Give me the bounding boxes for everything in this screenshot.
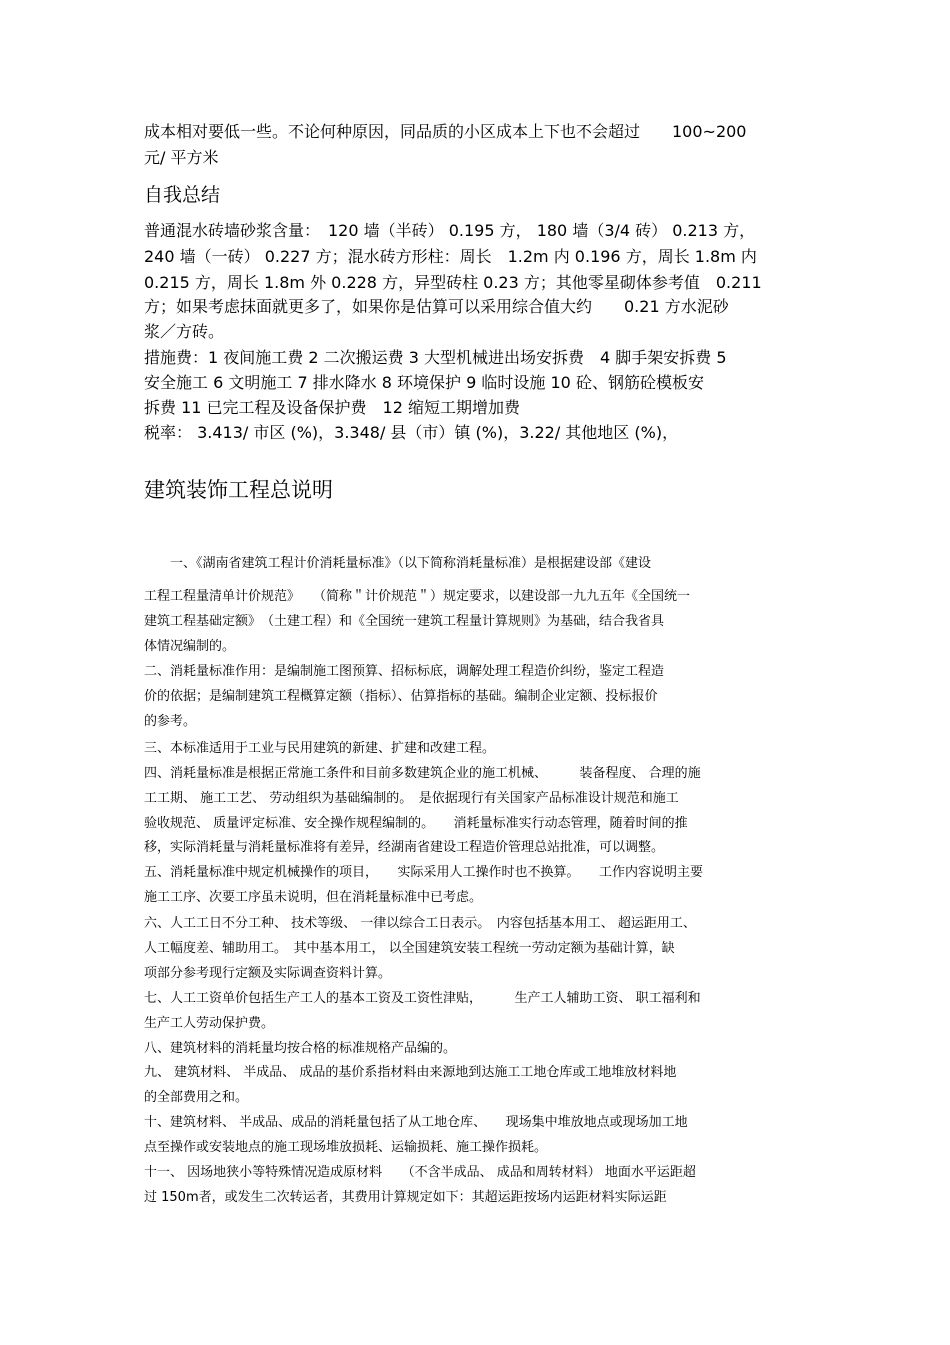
notes-line: 过 150m者，或发生二次转运者，其费用计算规定如下：其超运距按场内运距材料实际运距 [144,1190,667,1205]
notes-line: 移，实际消耗量与消耗量标准将有差异，经湖南省建设工程造价管理总站批准，可以调整。 [144,840,665,855]
notes-line: 工程工程量清单计价规范》 （简称＂计价规范＂）规定要求，以建设部一九九五年《全国统一 [144,589,691,604]
notes-line: 一、《湖南省建筑工程计价消耗量标准》（以下简称消耗量标准）是根据建设部《建设 [144,556,652,571]
notes-line: 五、消耗量标准中规定机械操作的项目， 实际采用人工操作时也不换算。 工作内容说明主要 [144,865,704,880]
notes-line: 的全部费用之和。 [144,1090,249,1105]
tax-rate-line: 税率： 3.413/ 市区 (%)，3.348/ 县（市）镇 (%)，3.22/ 其他地区 (%)， [144,423,679,442]
measures-line: 安全施工 6 文明施工 7 排水降水 8 环境保护 9 临时设施 10 砼、钢筋砼模板安 [144,373,704,392]
self-summary-heading: 自我总结 [144,184,221,206]
notes-line: 二、消耗量标准作用：是编制施工图预算、招标标底，调解处理工程造价纠纷，鉴定工程造 [144,664,665,679]
measures-line: 措施费：1 夜间施工费 2 二次搬运费 3 大型机械进出场安拆费 4 脚手架安拆费 5 [144,348,727,367]
notes-line: 体情况编制的。 [144,639,236,654]
notes-line: 项部分参考现行定额及实际调查资料计算。 [144,966,392,981]
notes-line: 验收规范、 质量评定标准、安全操作规程编制的。 消耗量标准实行动态管理，随着时间的推 [144,816,688,831]
general-notes-heading: 建筑装饰工程总说明 [144,478,333,502]
measures-line: 拆费 11 已完工程及设备保护费 12 缩短工期增加费 [144,398,520,417]
intro-line: 成本相对要低一些。不论何种原因，同品质的小区成本上下也不会超过 100~200 [144,122,747,141]
mortar-line: 普通混水砖墙砂浆含量： 120 墙（半砖） 0.195 方， 180 墙（3/4 砖） 0.213 方， [144,221,756,240]
notes-line: 价的依据；是编制建筑工程概算定额（指标）、估算指标的基础。编制企业定额、投标报价 [144,689,658,704]
notes-line: 的参考。 [144,714,197,729]
notes-line: 八、建筑材料的消耗量均按合格的标准规格产品编的。 [144,1041,457,1056]
mortar-line: 240 墙（一砖） 0.227 方；混水砖方形柱：周长 1.2m 内 0.196 方，周长 1.8m 内 [144,247,757,266]
mortar-line: 方；如果考虑抹面就更多了，如果你是估算可以采用综合值大约 0.21 方水泥砂 [144,297,729,316]
notes-line: 九、 建筑材料、 半成品、 成品的基价系指材料由来源地到达施工工地仓库或工地堆放材料地 [144,1065,677,1080]
notes-line: 工工期、 施工工艺、 劳动组织为基础编制的。 是依据现行有关国家产品标准设计规范和施工 [144,791,679,806]
notes-line: 四、消耗量标准是根据正常施工条件和目前多数建筑企业的施工机械、 装备程度、 合理的施 [144,766,701,781]
notes-line: 施工工序、次要工序虽未说明，但在消耗量标准中已考虑。 [144,890,483,905]
notes-line: 十、建筑材料、 半成品、成品的消耗量包括了从工地仓库、 现场集中堆放地点或现场加工地 [144,1115,688,1130]
intro-line: 元/ 平方米 [144,148,219,167]
notes-line: 建筑工程基础定额》 （土建工程）和《全国统一建筑工程量计算规则》为基础，结合我省具 [144,614,665,629]
mortar-line: 浆／方砖。 [144,322,225,341]
notes-line: 三、本标准适用于工业与民用建筑的新建、扩建和改建工程。 [144,741,496,756]
mortar-line: 0.215 方，周长 1.8m 外 0.228 方，异型砖柱 0.23 方；其他零星砌体参考值 0.211 [144,273,762,292]
notes-line: 十一、 因场地狭小等特殊情况造成原材料 （不含半成品、 成品和周转材料） 地面水平运距超 [144,1165,696,1180]
notes-line: 点至操作或安装地点的施工现场堆放损耗、运输损耗、施工操作损耗。 [144,1140,548,1155]
notes-line: 生产工人劳动保护费。 [144,1016,275,1031]
notes-line: 六、人工工日不分工种、 技术等级、 一律以综合工日表示。 内容包括基本用工、 超运距用工、 [144,916,696,931]
notes-line: 人工幅度差、辅助用工。 其中基本用工， 以全国建筑安装工程统一劳动定额为基础计算，缺 [144,941,675,956]
notes-line: 七、人工工资单价包括生产工人的基本工资及工资性津贴， 生产工人辅助工资、 职工福利和 [144,991,701,1006]
